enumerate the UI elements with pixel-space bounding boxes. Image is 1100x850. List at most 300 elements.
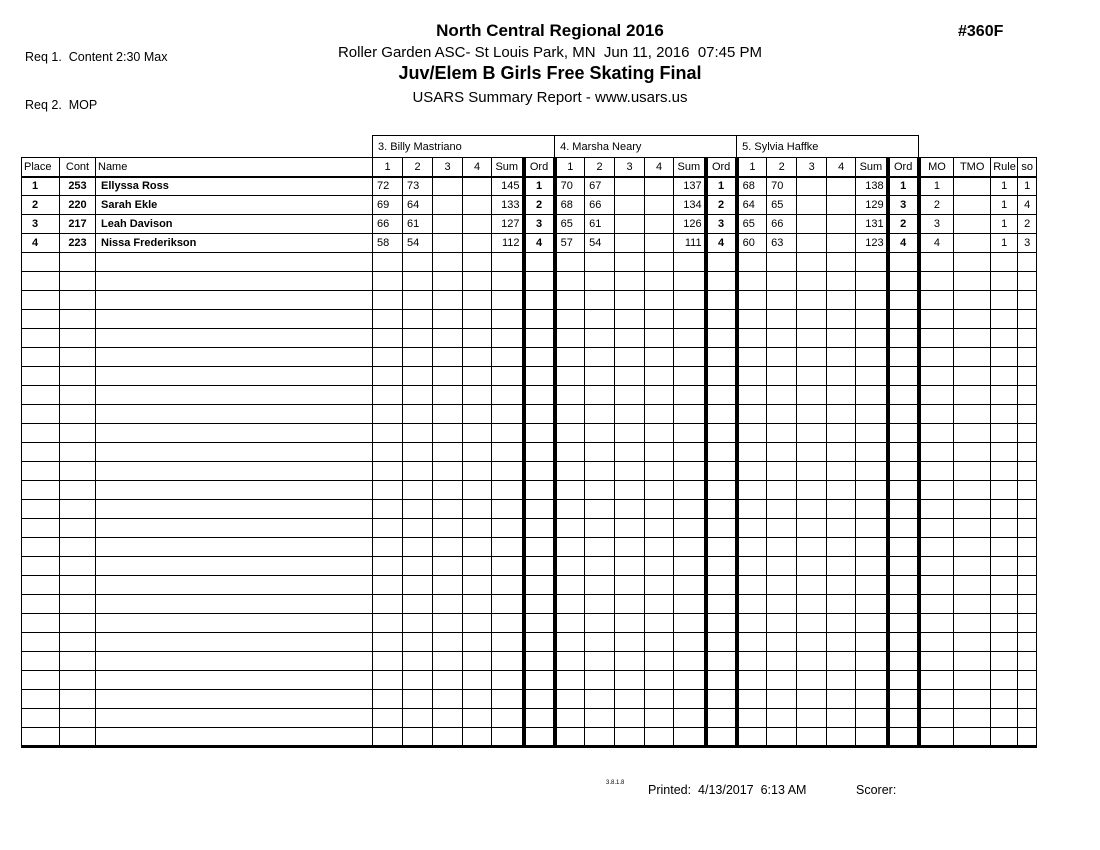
contestant-number-cell: 253 (60, 177, 96, 196)
judge3-score1-cell (737, 652, 767, 671)
empty-row (22, 443, 1037, 462)
skater-name-cell: Sarah Ekle (96, 196, 373, 215)
judge2-ordinal-cell (706, 443, 737, 462)
judge2-sum-cell (674, 348, 706, 367)
judge3-score1-cell (737, 557, 767, 576)
rule-cell (991, 500, 1018, 519)
judge3-ordinal-cell (888, 386, 919, 405)
judge2-score2-cell (585, 576, 615, 595)
judge1-score1-cell (373, 614, 403, 633)
so-cell (1018, 500, 1037, 519)
judge3-score3-cell (797, 652, 827, 671)
skater-name-cell (96, 291, 373, 310)
judge3-score3-cell (797, 633, 827, 652)
empty-row (22, 614, 1037, 633)
judge2-score3-cell (615, 595, 645, 614)
judge1-score3-cell (433, 538, 463, 557)
judge1-score1-cell (373, 253, 403, 272)
judge3-score1-cell (737, 386, 767, 405)
judge2-score1-cell (555, 614, 585, 633)
judge2-score2-cell: 54 (585, 234, 615, 253)
judge2-score4-cell (645, 367, 674, 386)
judge3-ordinal-cell: 2 (888, 215, 919, 234)
judge1-score1-cell (373, 728, 403, 747)
judge2-score2-cell (585, 291, 615, 310)
judge2-sum-cell (674, 652, 706, 671)
col-header-j1-4: 4 (463, 158, 492, 177)
empty-row (22, 652, 1037, 671)
judge2-score2-cell (585, 443, 615, 462)
col-header-j1-3: 3 (433, 158, 463, 177)
judge1-ordinal-cell (524, 519, 555, 538)
place-cell (22, 671, 60, 690)
judge1-ordinal-cell (524, 709, 555, 728)
tmo-cell (954, 310, 991, 329)
judge1-ordinal-cell (524, 633, 555, 652)
judge1-score2-cell (403, 576, 433, 595)
place-cell (22, 595, 60, 614)
judge2-ordinal-cell (706, 576, 737, 595)
judge3-score2-cell (767, 576, 797, 595)
judge2-sum-cell: 137 (674, 177, 706, 196)
mo-cell: 4 (919, 234, 954, 253)
judge3-score3-cell (797, 177, 827, 196)
judge1-ordinal-cell (524, 462, 555, 481)
judge1-sum-cell (492, 462, 524, 481)
rule-cell (991, 329, 1018, 348)
judge1-score4-cell (463, 709, 492, 728)
judge3-score1-cell (737, 272, 767, 291)
tmo-cell (954, 690, 991, 709)
judge3-score3-cell (797, 272, 827, 291)
mo-cell (919, 709, 954, 728)
result-row (22, 196, 1037, 215)
judge2-score1-cell (555, 253, 585, 272)
empty-row (22, 557, 1037, 576)
judge1-score3-cell (433, 215, 463, 234)
judge3-sum-cell (856, 367, 888, 386)
rule-cell (991, 576, 1018, 595)
judge3-score4-cell (827, 652, 856, 671)
judge3-score3-cell (797, 500, 827, 519)
judge3-score3-cell (797, 253, 827, 272)
judge3-score3-cell (797, 196, 827, 215)
judge3-score4-cell (827, 234, 856, 253)
empty-row (22, 462, 1037, 481)
judge3-score3-cell (797, 234, 827, 253)
judge2-score3-cell (615, 576, 645, 595)
tmo-cell (954, 234, 991, 253)
judge1-score2-cell (403, 367, 433, 386)
judge2-score2-cell (585, 557, 615, 576)
skater-name-cell (96, 348, 373, 367)
skater-name-cell (96, 538, 373, 557)
judge2-score3-cell (615, 177, 645, 196)
judge1-score2-cell (403, 481, 433, 500)
judge2-ordinal-cell (706, 329, 737, 348)
judge2-score1-cell (555, 633, 585, 652)
judge3-ordinal-cell (888, 538, 919, 557)
judge3-score2-cell (767, 386, 797, 405)
judge1-score1-cell: 66 (373, 215, 403, 234)
judge1-score4-cell (463, 348, 492, 367)
judge2-score4-cell (645, 671, 674, 690)
rule-cell (991, 671, 1018, 690)
so-cell (1018, 557, 1037, 576)
skater-name-cell (96, 272, 373, 291)
tmo-cell (954, 652, 991, 671)
so-cell: 3 (1018, 234, 1037, 253)
judges-header-row (22, 136, 1037, 158)
judge2-sum-cell (674, 538, 706, 557)
judge2-score3-cell (615, 500, 645, 519)
judge2-score3-cell (615, 386, 645, 405)
judge2-score4-cell (645, 329, 674, 348)
judge1-score3-cell (433, 690, 463, 709)
mo-cell (919, 386, 954, 405)
rule-cell (991, 367, 1018, 386)
judge1-score4-cell (463, 690, 492, 709)
judge2-score4-cell (645, 405, 674, 424)
judge3-sum-cell (856, 405, 888, 424)
tmo-cell (954, 500, 991, 519)
judge3-score2-cell (767, 481, 797, 500)
judge3-sum-cell (856, 652, 888, 671)
judge1-score3-cell (433, 443, 463, 462)
place-cell (22, 348, 60, 367)
judge1-score3-cell (433, 519, 463, 538)
judge3-score3-cell (797, 557, 827, 576)
judge3-score2-cell (767, 690, 797, 709)
contestant-number-cell (60, 367, 96, 386)
judge2-score4-cell (645, 728, 674, 747)
judge3-score2-cell (767, 462, 797, 481)
contestant-number-cell (60, 557, 96, 576)
judge3-sum-cell (856, 595, 888, 614)
judge2-sum-cell (674, 633, 706, 652)
judge2-ordinal-cell (706, 538, 737, 557)
judge1-score2-cell (403, 329, 433, 348)
judge3-ordinal-cell (888, 633, 919, 652)
judge3-score3-cell (797, 329, 827, 348)
judge3-score2-cell: 70 (767, 177, 797, 196)
judge3-score4-cell (827, 215, 856, 234)
judge2-ordinal-cell (706, 310, 737, 329)
skater-name-cell (96, 310, 373, 329)
judge1-sum-cell (492, 595, 524, 614)
judge3-score4-cell (827, 690, 856, 709)
judge3-score2-cell (767, 538, 797, 557)
tmo-cell (954, 424, 991, 443)
judge1-score2-cell (403, 652, 433, 671)
contestant-number-cell (60, 329, 96, 348)
judge3-score4-cell (827, 272, 856, 291)
judge3-score1-cell (737, 728, 767, 747)
so-cell (1018, 728, 1037, 747)
rule-cell (991, 614, 1018, 633)
empty-row (22, 538, 1037, 557)
judge1-ordinal-cell (524, 614, 555, 633)
judge3-score3-cell (797, 443, 827, 462)
judge1-score1-cell (373, 405, 403, 424)
skater-name-cell (96, 405, 373, 424)
mo-cell: 2 (919, 196, 954, 215)
judge2-ordinal-cell (706, 709, 737, 728)
judge2-score2-cell (585, 405, 615, 424)
judge2-score1-cell (555, 595, 585, 614)
judge1-score2-cell: 61 (403, 215, 433, 234)
skater-name-cell (96, 253, 373, 272)
requirement-line-2: Req 2. MOP (25, 98, 98, 112)
rule-cell (991, 709, 1018, 728)
judge2-score1-cell: 57 (555, 234, 585, 253)
judge3-score2-cell: 66 (767, 215, 797, 234)
judge3-score2-cell (767, 595, 797, 614)
judge3-score2-cell: 63 (767, 234, 797, 253)
judge2-score1-cell (555, 462, 585, 481)
judge1-score4-cell (463, 424, 492, 443)
mo-cell (919, 348, 954, 367)
judge1-score4-cell (463, 234, 492, 253)
judge3-score2-cell (767, 443, 797, 462)
judge1-score1-cell (373, 310, 403, 329)
judge1-score4-cell (463, 614, 492, 633)
so-cell (1018, 291, 1037, 310)
column-header-row (22, 158, 1037, 177)
judge2-score2-cell (585, 481, 615, 500)
judge2-score3-cell (615, 196, 645, 215)
empty-row (22, 329, 1037, 348)
judge3-ordinal-cell (888, 424, 919, 443)
place-cell: 3 (22, 215, 60, 234)
so-cell (1018, 329, 1037, 348)
judge3-score2-cell: 65 (767, 196, 797, 215)
judge2-sum-cell: 111 (674, 234, 706, 253)
judge1-sum-cell (492, 310, 524, 329)
rule-cell (991, 652, 1018, 671)
judge1-ordinal-cell (524, 576, 555, 595)
place-cell (22, 367, 60, 386)
mo-cell (919, 652, 954, 671)
judge1-sum-cell (492, 348, 524, 367)
judge1-score4-cell (463, 310, 492, 329)
empty-row (22, 633, 1037, 652)
col-header-j3-3: 3 (797, 158, 827, 177)
judge1-score3-cell (433, 576, 463, 595)
judge2-score1-cell (555, 652, 585, 671)
judge3-score4-cell (827, 443, 856, 462)
judge1-ordinal-cell (524, 538, 555, 557)
judge1-score3-cell (433, 709, 463, 728)
empty-row (22, 272, 1037, 291)
judge3-score3-cell (797, 462, 827, 481)
contestant-number-cell (60, 291, 96, 310)
judge1-ordinal-cell (524, 500, 555, 519)
judge2-score2-cell (585, 671, 615, 690)
judge1-score1-cell (373, 329, 403, 348)
so-cell (1018, 462, 1037, 481)
judge2-score3-cell (615, 348, 645, 367)
judge3-sum-cell (856, 576, 888, 595)
judge3-score4-cell (827, 310, 856, 329)
rule-cell (991, 405, 1018, 424)
judge2-score4-cell (645, 443, 674, 462)
judge1-score2-cell: 64 (403, 196, 433, 215)
so-cell (1018, 519, 1037, 538)
mo-cell (919, 405, 954, 424)
judge1-score4-cell (463, 557, 492, 576)
judge1-score4-cell (463, 595, 492, 614)
judge1-score3-cell (433, 728, 463, 747)
empty-row (22, 671, 1037, 690)
judge3-score4-cell (827, 481, 856, 500)
judge3-score2-cell (767, 671, 797, 690)
judge3-sum-cell (856, 519, 888, 538)
judge2-score1-cell: 70 (555, 177, 585, 196)
judge-name-3: 5. Sylvia Haffke (737, 136, 919, 158)
judge3-score4-cell (827, 253, 856, 272)
judge1-sum-cell: 112 (492, 234, 524, 253)
judge2-score1-cell (555, 519, 585, 538)
judge3-score4-cell (827, 424, 856, 443)
judge3-ordinal-cell: 3 (888, 196, 919, 215)
judge2-ordinal-cell (706, 386, 737, 405)
so-cell (1018, 576, 1037, 595)
col-header-j2-2: 2 (585, 158, 615, 177)
judge3-score2-cell (767, 614, 797, 633)
judge1-score2-cell (403, 272, 433, 291)
judge1-score3-cell (433, 272, 463, 291)
judge2-score1-cell (555, 272, 585, 291)
judge3-score3-cell (797, 386, 827, 405)
empty-row (22, 595, 1037, 614)
judge1-score2-cell: 73 (403, 177, 433, 196)
judge1-score1-cell (373, 652, 403, 671)
judge2-score1-cell (555, 671, 585, 690)
tmo-cell (954, 595, 991, 614)
judge3-sum-cell (856, 538, 888, 557)
judge1-score2-cell (403, 728, 433, 747)
judge3-score4-cell (827, 614, 856, 633)
judge3-score1-cell (737, 595, 767, 614)
empty-row (22, 348, 1037, 367)
judge2-score3-cell (615, 614, 645, 633)
judge3-score2-cell (767, 272, 797, 291)
so-cell (1018, 538, 1037, 557)
judge3-score2-cell (767, 329, 797, 348)
so-cell (1018, 443, 1037, 462)
judge3-score1-cell (737, 671, 767, 690)
empty-row (22, 424, 1037, 443)
judge2-score3-cell (615, 234, 645, 253)
judge2-score3-cell (615, 462, 645, 481)
so-cell (1018, 481, 1037, 500)
judge3-ordinal-cell (888, 481, 919, 500)
judge1-score3-cell (433, 177, 463, 196)
place-cell (22, 690, 60, 709)
judge2-sum-cell (674, 576, 706, 595)
skater-name-cell (96, 462, 373, 481)
judge2-sum-cell (674, 329, 706, 348)
judge3-score3-cell (797, 690, 827, 709)
so-cell (1018, 272, 1037, 291)
contestant-number-cell (60, 633, 96, 652)
judge1-score1-cell (373, 367, 403, 386)
judge2-score1-cell (555, 709, 585, 728)
judge3-score1-cell: 64 (737, 196, 767, 215)
col-header-j1-sum: Sum (492, 158, 524, 177)
judge2-ordinal-cell (706, 253, 737, 272)
place-cell (22, 538, 60, 557)
col-header-rule: Rule (991, 158, 1018, 177)
judge3-score2-cell (767, 557, 797, 576)
judge3-score3-cell (797, 291, 827, 310)
judge3-sum-cell: 123 (856, 234, 888, 253)
tmo-cell (954, 196, 991, 215)
judge1-score2-cell (403, 690, 433, 709)
judge3-score4-cell (827, 519, 856, 538)
judge1-sum-cell (492, 272, 524, 291)
judge3-score1-cell (737, 462, 767, 481)
judge2-score3-cell (615, 215, 645, 234)
contestant-number-cell (60, 443, 96, 462)
rule-cell (991, 481, 1018, 500)
place-cell (22, 329, 60, 348)
judge1-ordinal-cell (524, 595, 555, 614)
rule-cell (991, 557, 1018, 576)
judge3-score2-cell (767, 424, 797, 443)
empty-row (22, 519, 1037, 538)
judge1-sum-cell (492, 728, 524, 747)
so-cell (1018, 386, 1037, 405)
judge2-score3-cell (615, 405, 645, 424)
judge3-score2-cell (767, 253, 797, 272)
judge1-score4-cell (463, 386, 492, 405)
mo-cell (919, 671, 954, 690)
judge3-sum-cell (856, 443, 888, 462)
judge3-ordinal-cell (888, 709, 919, 728)
contestant-number-cell: 223 (60, 234, 96, 253)
judge1-score3-cell (433, 329, 463, 348)
judge1-score1-cell: 72 (373, 177, 403, 196)
judge3-score4-cell (827, 291, 856, 310)
judge2-score3-cell (615, 367, 645, 386)
judge3-sum-cell (856, 500, 888, 519)
judge2-score1-cell (555, 348, 585, 367)
judges-row-right-spacer (919, 136, 1037, 158)
empty-row (22, 310, 1037, 329)
judge2-score1-cell (555, 443, 585, 462)
judge2-score1-cell (555, 386, 585, 405)
judge2-score2-cell (585, 329, 615, 348)
judge3-score3-cell (797, 728, 827, 747)
judge2-score2-cell (585, 652, 615, 671)
event-number: #360F (958, 23, 1004, 40)
skater-name-cell (96, 500, 373, 519)
judge1-ordinal-cell (524, 253, 555, 272)
judge2-sum-cell: 126 (674, 215, 706, 234)
judge3-ordinal-cell (888, 329, 919, 348)
col-header-j2-3: 3 (615, 158, 645, 177)
judge2-score4-cell (645, 234, 674, 253)
mo-cell (919, 557, 954, 576)
mo-cell (919, 291, 954, 310)
judge2-ordinal-cell (706, 424, 737, 443)
judge3-score4-cell (827, 367, 856, 386)
judge3-score3-cell (797, 709, 827, 728)
judge2-score4-cell (645, 709, 674, 728)
judge3-sum-cell: 138 (856, 177, 888, 196)
